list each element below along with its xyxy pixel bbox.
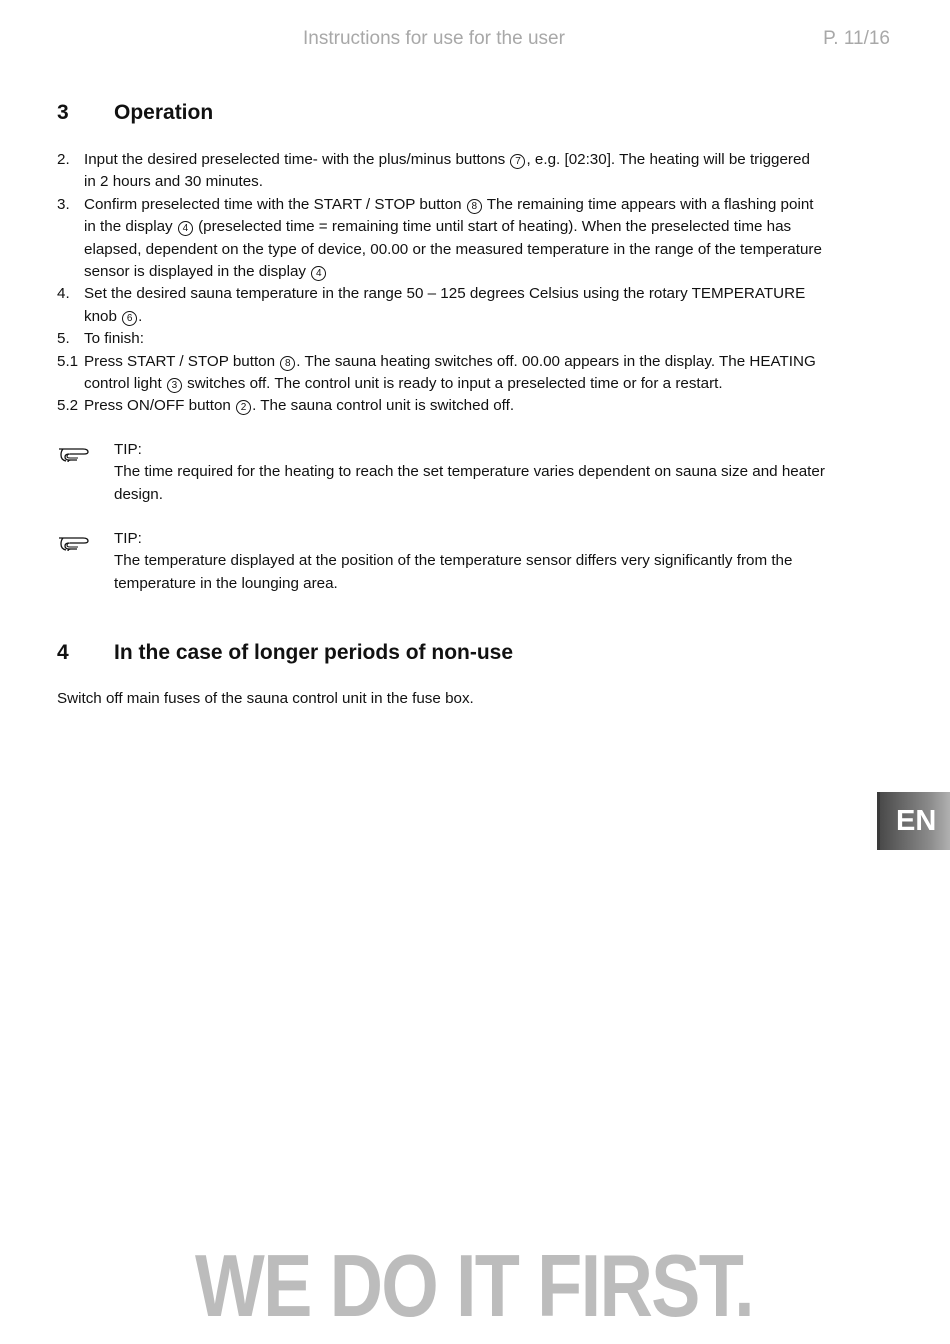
step-item: [57, 149, 867, 194]
circled-reference-number: 4: [311, 266, 326, 281]
section-3-title: Operation: [114, 101, 214, 124]
tip-1-text-line-1: The time required for the heating to reach the set temperature varies dependent on sauna size and heater: [114, 463, 825, 481]
operation-steps: [57, 149, 867, 418]
step-text: [84, 328, 867, 350]
pointing-hand-icon: [57, 528, 114, 595]
step-number: 3.: [57, 195, 70, 213]
language-tab-en[interactable]: EN: [877, 792, 950, 850]
step-text-line: Set the desired sauna temperature in the range 50 – 125 degrees Celsius using the rotary TEMPERATURE: [84, 285, 806, 303]
step-text: [84, 149, 867, 194]
circled-reference-number: 8: [280, 356, 295, 371]
step-text: [84, 395, 867, 417]
tip-2-text-line-1: The temperature displayed at the position of the temperature sensor differs very significantly from the: [114, 552, 793, 570]
step-text-line: Confirm preselected time with the START / STOP button 8 The remaining time appears with a flashing point: [84, 195, 814, 213]
page-header-title: Instructions for use for the user: [303, 28, 565, 49]
tip-2-label: TIP:: [114, 530, 142, 547]
circled-reference-number: 7: [510, 154, 525, 169]
section-3-number: 3: [57, 101, 69, 124]
step-item: [57, 351, 867, 396]
tip-2: [57, 528, 867, 595]
step-text-line: Press START / STOP button 8 . The sauna heating switches off. 00.00 appears in the display. The HEATING: [84, 352, 816, 370]
step-text-line: sensor is displayed in the display 4: [84, 261, 867, 283]
section-3-heading: [57, 101, 213, 125]
circled-reference-number: 3: [167, 378, 182, 393]
circled-reference-number: 4: [178, 221, 193, 236]
section-4-body: Switch off main fuses of the sauna control unit in the fuse box.: [57, 690, 474, 707]
step-number: 5.: [57, 330, 70, 348]
tip-1-text-line-2: design.: [114, 485, 163, 503]
step-text-line: in 2 hours and 30 minutes.: [84, 173, 263, 191]
step-item: [57, 283, 867, 328]
step-number: 4.: [57, 285, 70, 303]
step-item: [57, 194, 867, 284]
tip-2-text-line-2: temperature in the lounging area.: [114, 574, 338, 592]
step-text-line: in the display 4 (preselected time = remaining time until start of heating). When the preselected time has: [84, 218, 792, 236]
brand-slogan: WE DO IT FIRST.: [195, 1236, 753, 1335]
step-item: [57, 328, 867, 350]
pointing-hand-icon: [57, 439, 114, 506]
section-4-number: 4: [57, 641, 69, 664]
step-text: [84, 351, 867, 396]
step-text-line: control light 3 switches off. The control unit is ready to input a preselected time or for a restart.: [84, 375, 723, 393]
step-item: [57, 395, 867, 417]
step-text-line: To finish:: [84, 330, 144, 348]
step-text-line: elapsed, dependent on the type of device, 00.00 or the measured temperature in the range of the temperature: [84, 240, 822, 258]
section-4-title: In the case of longer periods of non-use: [114, 641, 514, 664]
circled-reference-number: 2: [236, 400, 251, 415]
step-number: 5.2: [57, 397, 79, 415]
tip-1: [57, 439, 867, 506]
circled-reference-number: 8: [467, 199, 482, 214]
step-text: [84, 194, 867, 284]
tip-1-label: TIP:: [114, 441, 142, 458]
page-number: P. 11/16: [823, 28, 890, 49]
step-number: 5.1: [57, 352, 79, 370]
step-text: [84, 283, 867, 328]
step-text-line: Press ON/OFF button 2 . The sauna control unit is switched off.: [84, 397, 515, 415]
step-text-line: Input the desired preselected time- with the plus/minus buttons 7 , e.g. [02:30]. The heating will be triggered: [84, 151, 810, 168]
step-text-line: knob 6 .: [84, 307, 143, 325]
circled-reference-number: 6: [122, 311, 137, 326]
step-number: 2.: [57, 151, 70, 168]
section-4-heading: [57, 641, 513, 665]
